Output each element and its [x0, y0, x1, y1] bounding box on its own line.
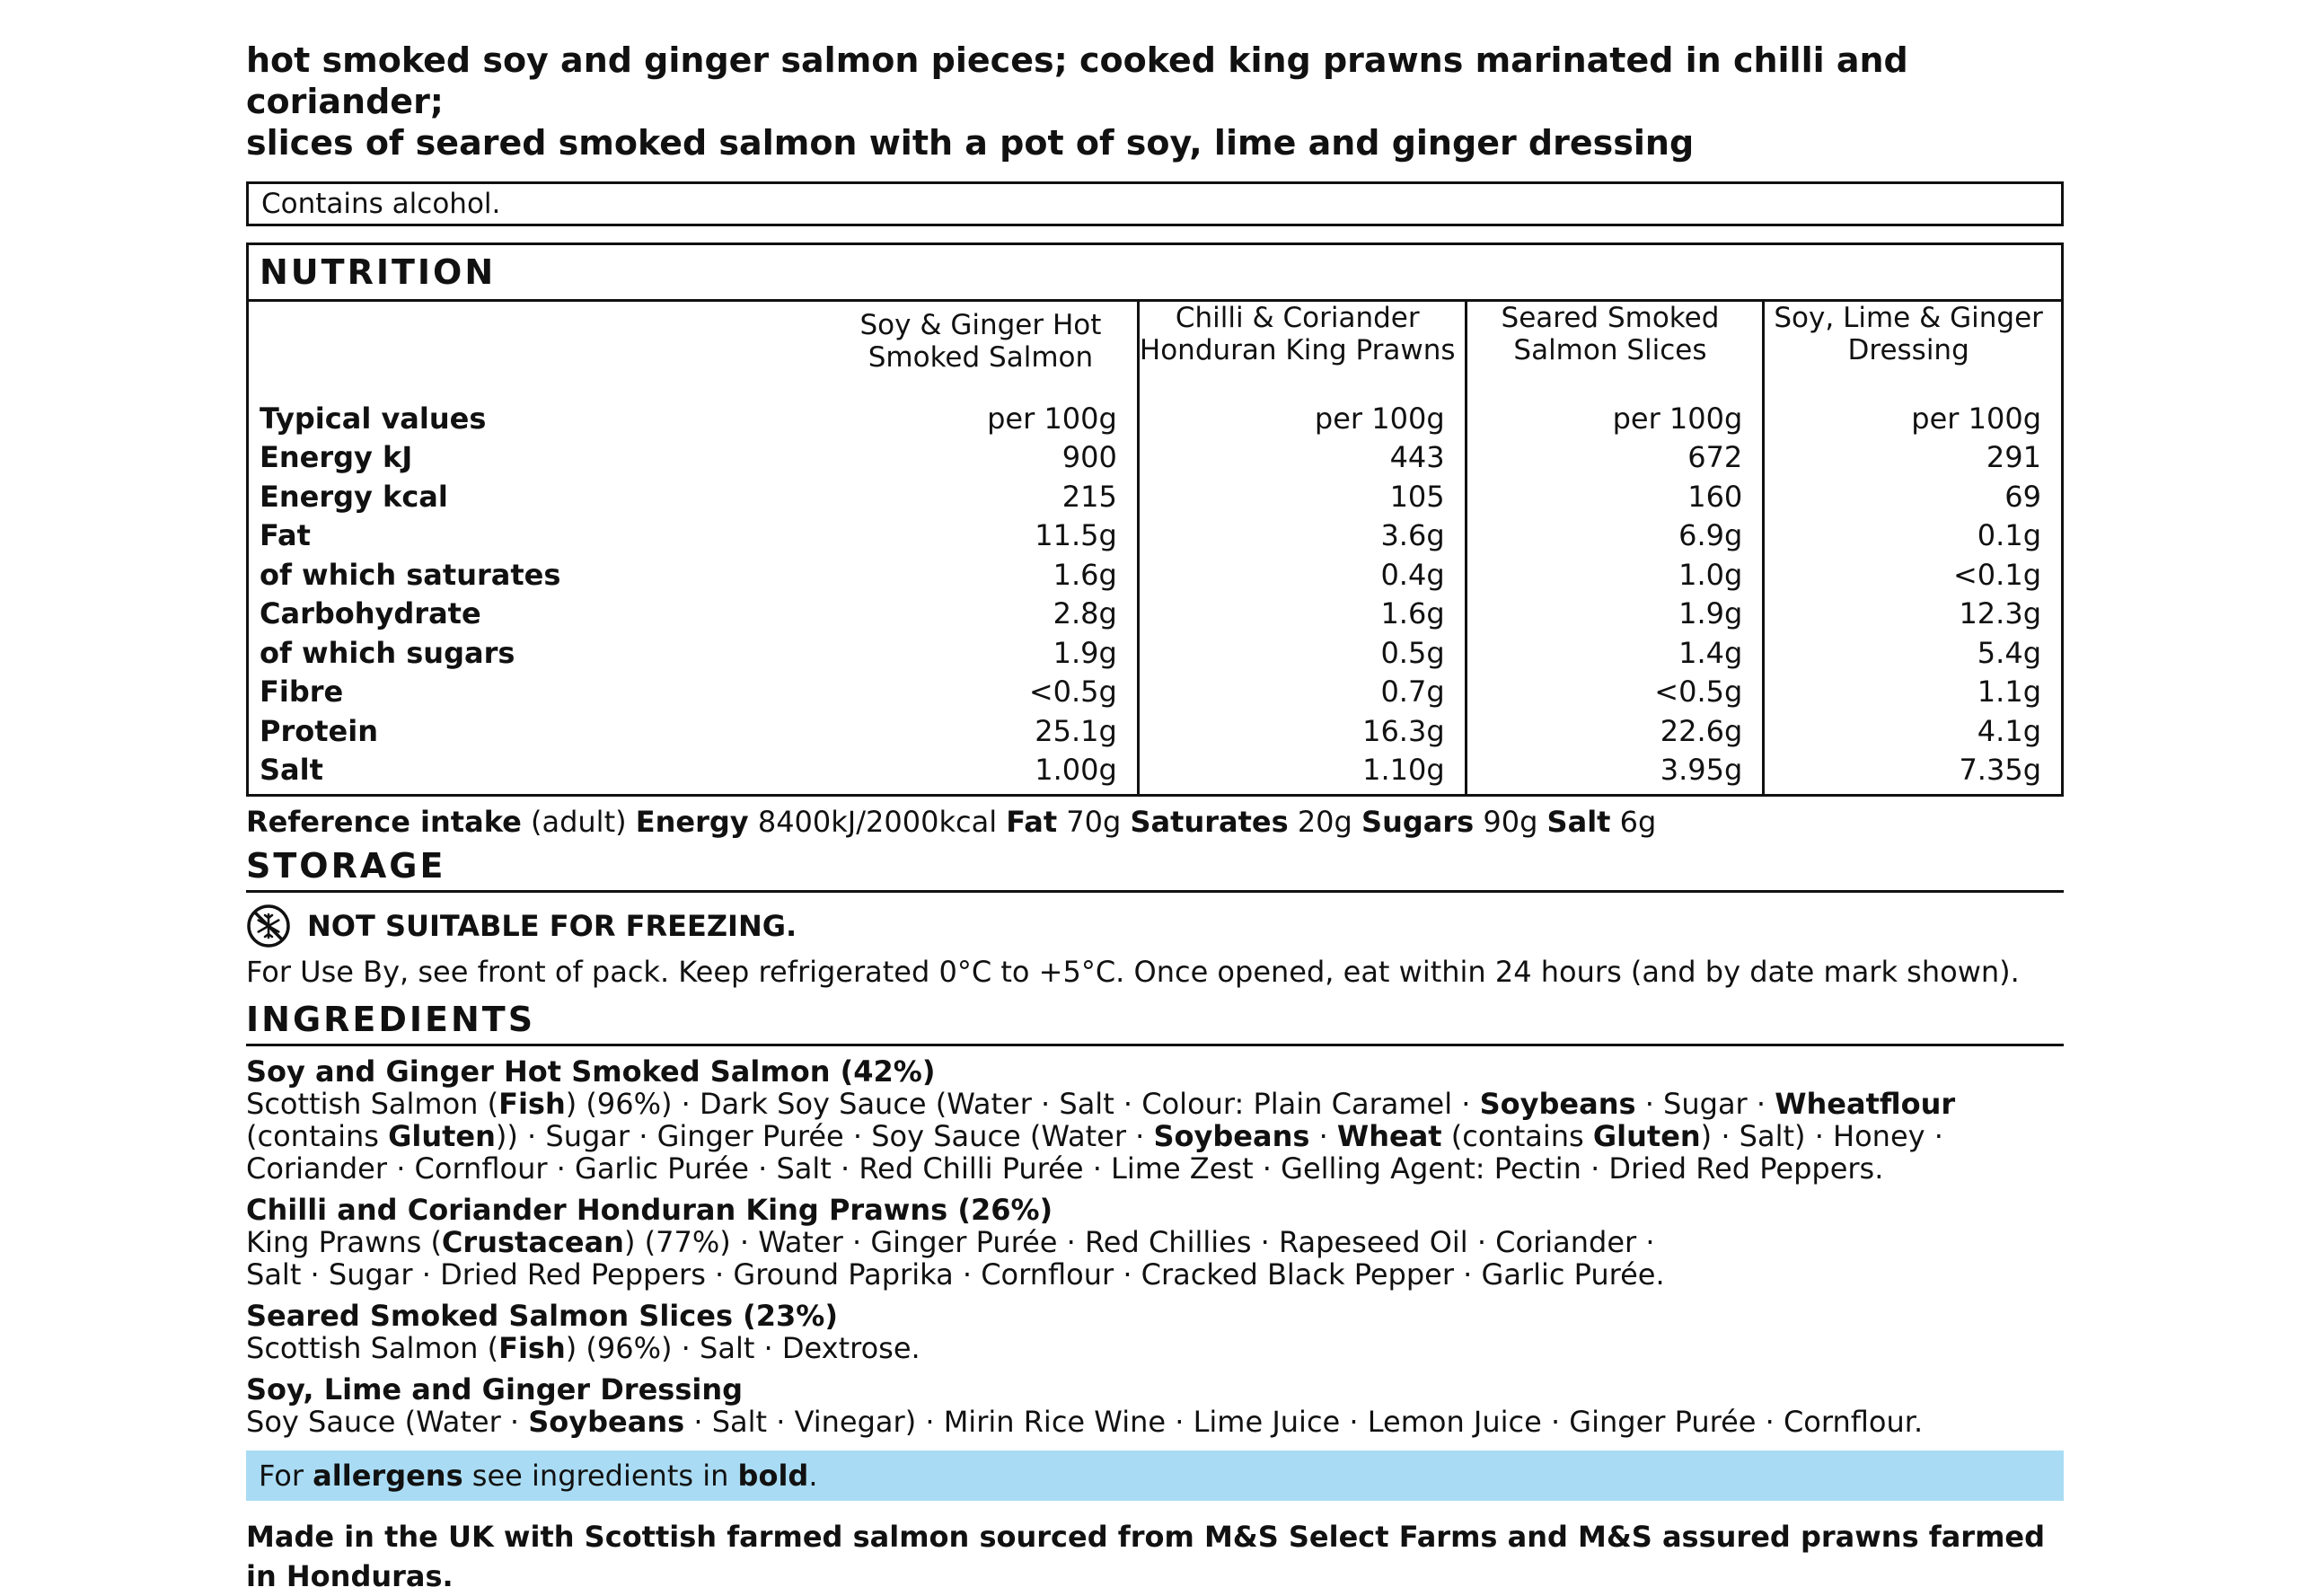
nutrition-row-label: Energy kcal	[260, 479, 448, 514]
ingredient-block-title: Seared Smoked Salmon Slices (23%)	[246, 1298, 838, 1333]
nutrition-value: 1.4g	[1466, 634, 1764, 674]
ingredient-line	[246, 1152, 2064, 1185]
nutrition-value: 22.6g	[1466, 712, 1764, 752]
ingredient-line	[246, 1226, 2064, 1258]
ingredient-line	[246, 1406, 2064, 1438]
nutrition-value: 2.8g	[1053, 596, 1117, 630]
nutrition-value: 1.9g	[1466, 595, 1764, 634]
freezing-warning-text: NOT SUITABLE FOR FREEZING.	[307, 908, 797, 943]
nutrition-value: 160	[1466, 478, 1764, 517]
nutrition-row	[248, 438, 2063, 478]
ingredient-block-title: Soy, Lime and Ginger Dressing	[246, 1371, 744, 1406]
nutrition-row	[248, 556, 2063, 595]
nutrition-value: 0.5g	[1138, 634, 1466, 674]
nutrition-header-blank	[248, 301, 825, 400]
nutrition-value: <0.5g	[1466, 673, 1764, 712]
ingredient-text: Coriander · Cornflour · Garlic Purée · Salt · Red Chilli Purée · Lime Zest · Gelling Agent: Pectin · Dried Red Peppers.	[246, 1151, 1884, 1186]
nutrition-value: 5.4g	[1764, 634, 2063, 674]
nutrition-row-label: Energy kJ	[260, 440, 413, 474]
ingredient-text: · Sugar ·	[1635, 1086, 1775, 1121]
nutrition-value: 11.5g	[1035, 518, 1117, 552]
column-header-salmon-slices: Seared Smoked Salmon Slices	[1466, 301, 1764, 400]
nutrition-row	[248, 751, 2063, 795]
no-freezing-icon	[246, 904, 291, 948]
ingredient-text: ) · Salt) · Honey ·	[1700, 1118, 1943, 1153]
ingredient-text: Salt · Sugar · Dried Red Peppers · Ground Paprika · Cornflour · Cracked Black Pepper · Garlic Purée.	[246, 1257, 1665, 1292]
ingredient-block-title: Chilli and Coriander Honduran King Prawns (26%)	[246, 1192, 1053, 1227]
nutrition-value: 1.9g	[1053, 635, 1117, 670]
nutrition-value: 69	[1764, 478, 2063, 517]
ingredient-text: Soy Sauce (Water ·	[246, 1404, 529, 1439]
ingredient-text: )) · Sugar · Ginger Purée · Soy Sauce (Water ·	[495, 1118, 1154, 1153]
ingredient-text: · Salt · Vinegar) · Mirin Rice Wine · Lime Juice · Lemon Juice · Ginger Purée · Cornflour.	[684, 1404, 1924, 1439]
reference-intake-qualifier: (adult)	[521, 804, 636, 839]
ingredient-line	[246, 1088, 2064, 1120]
product-description-line-2: slices of seared smoked salmon with a pot of soy, lime and ginger dressing	[246, 123, 1695, 163]
allergen-ingredient: Wheatflour	[1775, 1086, 1956, 1121]
nutrition-value: <0.5g	[1028, 675, 1117, 709]
nutrition-row	[248, 400, 2063, 439]
allergen-ingredient: Soybeans	[528, 1404, 685, 1439]
ingredient-block	[246, 1373, 2064, 1438]
ingredient-text: Scottish Salmon (	[246, 1086, 499, 1121]
ri-fat-label: Fat	[1006, 804, 1058, 839]
nutrition-value: 0.1g	[1764, 516, 2063, 556]
nutrition-row-label: of which saturates	[260, 557, 561, 592]
allergen-ingredient: Gluten	[388, 1118, 496, 1153]
storage-heading: STORAGE	[246, 845, 2064, 893]
allergen-ingredient: Wheat	[1336, 1118, 1442, 1153]
nutrition-value: 0.4g	[1138, 556, 1466, 595]
product-description	[246, 40, 2064, 163]
nutrition-value: 6.9g	[1466, 516, 1764, 556]
nutrition-value: 1.1g	[1764, 673, 2063, 712]
ingredient-line	[246, 1258, 2064, 1291]
nutrition-column-headers	[248, 301, 2063, 400]
nutrition-row	[248, 595, 2063, 634]
nutrition-table	[246, 242, 2064, 797]
allergen-ingredient: Crustacean	[441, 1224, 624, 1259]
nutrition-row-label: Carbohydrate	[260, 596, 481, 630]
allergen-ingredient: Fish	[498, 1086, 566, 1121]
ingredient-block-title: Soy and Ginger Hot Smoked Salmon (42%)	[246, 1054, 936, 1089]
nutrition-value: 215	[1061, 479, 1117, 514]
ri-saturates-value: 20g	[1288, 804, 1362, 839]
origin-statement: Made in the UK with Scottish farmed salmon sourced from M&S Select Farms and M&S assured prawns farmed in Honduras.	[246, 1519, 2046, 1593]
nutrition-value: 443	[1138, 438, 1466, 478]
nutrition-value: 12.3g	[1764, 595, 2063, 634]
nutrition-value: per 100g	[1764, 400, 2063, 439]
nutrition-row	[248, 478, 2063, 517]
nutrition-value: 1.10g	[1138, 751, 1466, 795]
allergen-prefix: For	[259, 1458, 313, 1493]
nutrition-value: 0.7g	[1138, 673, 1466, 712]
nutrition-value: <0.1g	[1764, 556, 2063, 595]
allergen-ingredient: Soybeans	[1479, 1086, 1636, 1121]
ingredient-text: ) (77%) · Water · Ginger Purée · Red Chillies · Rapeseed Oil · Coriander ·	[623, 1224, 1655, 1259]
ingredient-text: ) (96%) · Salt · Dextrose.	[565, 1330, 920, 1365]
allergen-word: allergens	[313, 1458, 463, 1493]
nutrition-value: 16.3g	[1138, 712, 1466, 752]
ri-energy-label: Energy	[635, 804, 749, 839]
freezing-warning	[246, 904, 2064, 948]
nutrition-row-label: Salt	[260, 753, 323, 787]
ri-saturates-label: Saturates	[1130, 804, 1289, 839]
nutrition-row	[248, 634, 2063, 674]
nutrition-row	[248, 673, 2063, 712]
ingredient-text: Scottish Salmon (	[246, 1330, 499, 1365]
nutrition-value: per 100g	[987, 401, 1117, 436]
allergen-suffix: .	[808, 1458, 818, 1493]
nutrition-value: 1.6g	[1053, 557, 1117, 592]
allergen-ingredient: Gluten	[1592, 1118, 1701, 1153]
nutrition-value: 4.1g	[1764, 712, 2063, 752]
ri-salt-label: Salt	[1546, 804, 1611, 839]
nutrition-value: 1.6g	[1138, 595, 1466, 634]
ingredient-block	[246, 1194, 2064, 1291]
allergen-middle: see ingredients in	[462, 1458, 738, 1493]
ri-energy-value: 8400kJ/2000kcal	[748, 804, 1007, 839]
nutrition-row-label: of which sugars	[260, 635, 515, 670]
ingredients-list	[246, 1055, 2064, 1438]
ingredient-text: King Prawns (	[246, 1224, 442, 1259]
ingredient-block	[246, 1300, 2064, 1364]
nutrition-row-label: Fibre	[260, 675, 344, 709]
nutrition-row-label: Fat	[260, 518, 311, 552]
allergen-ingredient: Soybeans	[1153, 1118, 1310, 1153]
ri-sugars-label: Sugars	[1361, 804, 1475, 839]
ri-fat-value: 70g	[1057, 804, 1131, 839]
nutrition-row-label: Protein	[260, 713, 378, 748]
nutrition-row	[248, 516, 2063, 556]
ingredient-text: (contains	[246, 1118, 389, 1153]
nutrition-value: 291	[1764, 438, 2063, 478]
column-header-salmon: Soy & Ginger Hot Smoked Salmon	[859, 309, 1102, 374]
storage-instructions: For Use By, see front of pack. Keep refrigerated 0°C to +5°C. Once opened, eat within 24 hours (and by date mark shown).	[246, 954, 2020, 989]
nutrition-value: 3.95g	[1466, 751, 1764, 795]
nutrition-value: 7.35g	[1764, 751, 2063, 795]
column-header-prawns: Chilli & Coriander Honduran King Prawns	[1138, 301, 1466, 400]
nutrition-value: per 100g	[1466, 400, 1764, 439]
ingredient-line	[246, 1332, 2064, 1364]
ingredient-text: ·	[1309, 1118, 1337, 1153]
nutrition-value: 900	[1061, 440, 1117, 474]
column-header-dressing: Soy, Lime & Ginger Dressing	[1764, 301, 2063, 400]
nutrition-row	[248, 712, 2063, 752]
reference-intake-label: Reference intake	[246, 804, 522, 839]
nutrition-value: 1.00g	[1035, 753, 1117, 787]
ingredient-line	[246, 1120, 2064, 1152]
nutrition-value: 3.6g	[1138, 516, 1466, 556]
nutrition-value: per 100g	[1138, 400, 1466, 439]
label-content	[246, 40, 2064, 1596]
nutrition-value: 1.0g	[1466, 556, 1764, 595]
nutrition-value: 105	[1138, 478, 1466, 517]
allergen-advice	[246, 1451, 2064, 1501]
ri-salt-value: 6g	[1610, 804, 1657, 839]
nutrition-value: 672	[1466, 438, 1764, 478]
allergen-ingredient: Fish	[498, 1330, 566, 1365]
reference-intake	[246, 804, 2064, 840]
nutrition-value: 25.1g	[1035, 713, 1117, 748]
allergen-bold-word: bold	[737, 1458, 809, 1493]
alcohol-notice: Contains alcohol.	[246, 181, 2064, 226]
nutrition-row-label: Typical values	[260, 401, 487, 436]
ingredient-text: (contains	[1441, 1118, 1593, 1153]
ingredient-block	[246, 1055, 2064, 1185]
nutrition-heading: NUTRITION	[248, 244, 2063, 301]
ingredients-heading: INGREDIENTS	[246, 999, 2064, 1046]
product-description-line-1: hot smoked soy and ginger salmon pieces; cooked king prawns marinated in chilli and coriander;	[246, 40, 1908, 121]
ri-sugars-value: 90g	[1474, 804, 1547, 839]
ingredient-text: ) (96%) · Dark Soy Sauce (Water · Salt · Colour: Plain Caramel ·	[565, 1086, 1480, 1121]
